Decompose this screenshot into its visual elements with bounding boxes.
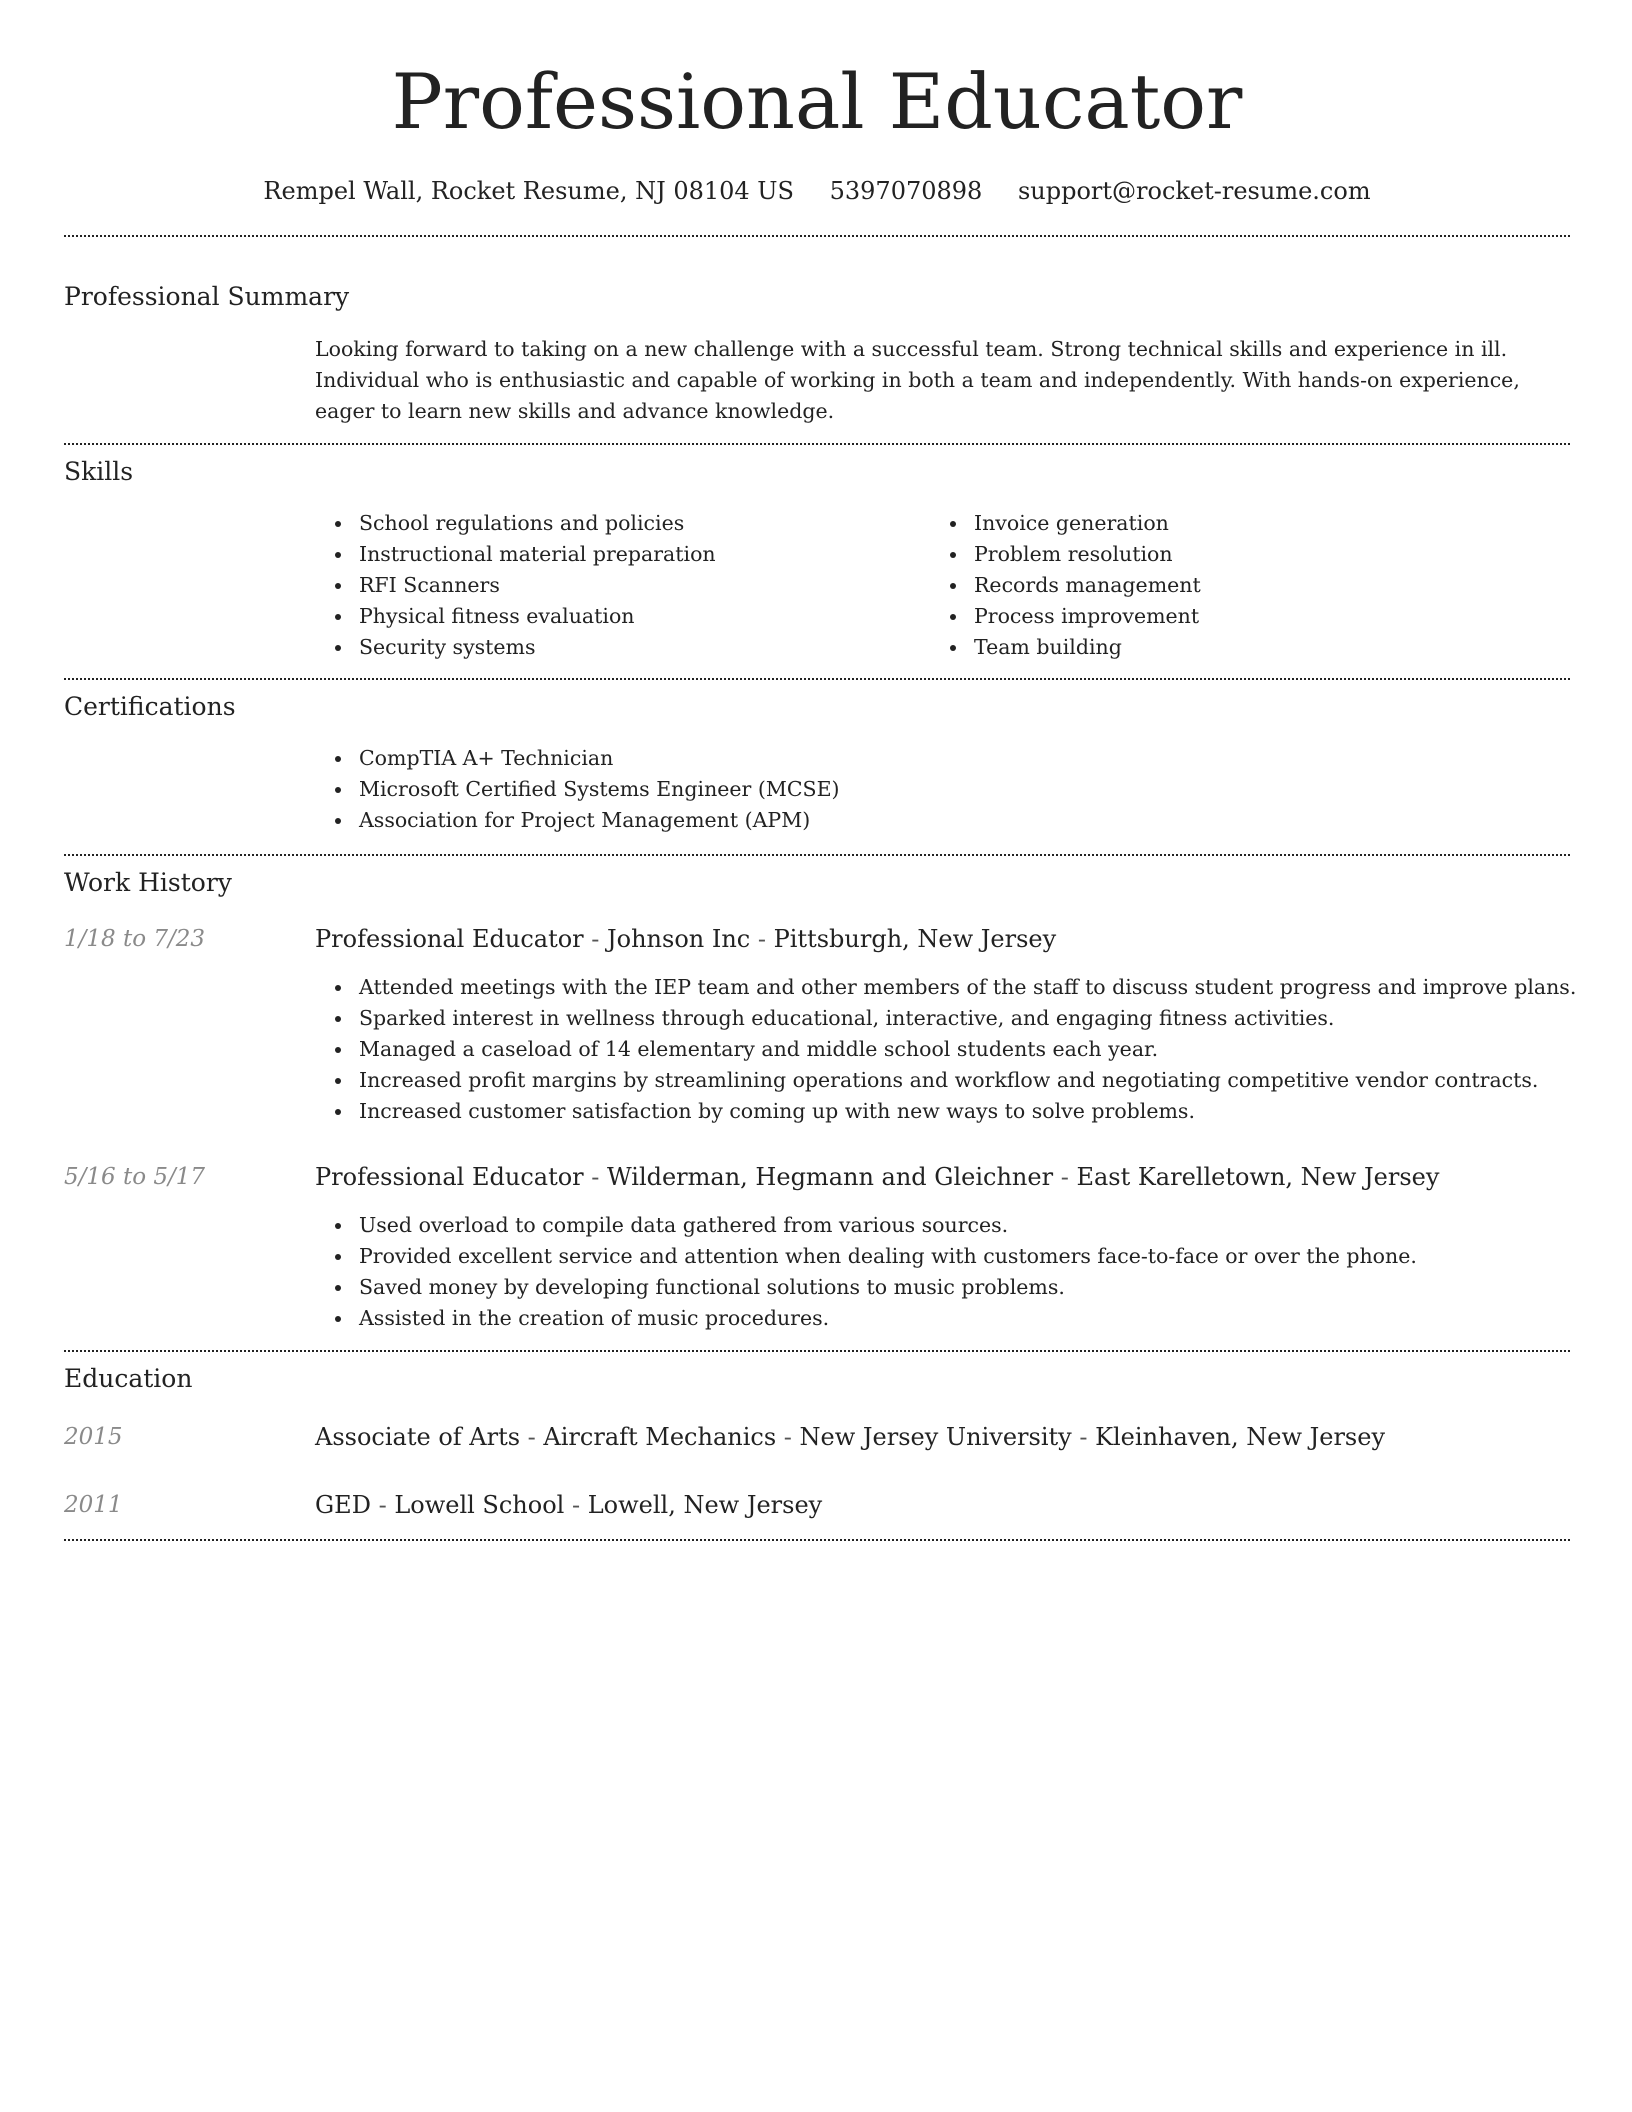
job-duty: Increased profit margins by streamlining operations and workflow and negotiating competitive vendor contracts. — [315, 1065, 1570, 1096]
contact-line — [64, 174, 1570, 208]
job-heading — [315, 922, 1570, 956]
candidate-name: Professional Educator — [391, 57, 1243, 146]
separator: - — [1071, 1423, 1096, 1451]
contact-email: support@rocket-resume.com — [1017, 177, 1371, 205]
skill-item: Team building — [930, 632, 1545, 663]
divider — [64, 1350, 1570, 1352]
job-role: Professional Educator — [315, 925, 584, 953]
education-degree: GED — [315, 1491, 371, 1519]
certifications-title: Certifications — [64, 692, 236, 721]
education-field: Aircraft Mechanics — [543, 1423, 777, 1451]
contact-phone: 5397070898 — [829, 177, 983, 205]
job-duties — [315, 972, 1577, 1127]
skills-list-left — [315, 508, 930, 663]
job-duty: Used overload to compile data gathered from various sources. — [315, 1210, 1570, 1241]
certification-item: CompTIA A+ Technician — [315, 743, 1570, 774]
certifications-section — [64, 690, 1570, 836]
divider — [64, 235, 1570, 237]
job-date: 1/18 to 7/23 — [64, 926, 206, 952]
separator: - — [370, 1491, 395, 1519]
separator: - — [583, 1163, 608, 1191]
skill-item: RFI Scanners — [315, 570, 930, 601]
job-entry — [64, 922, 1577, 1127]
job-entry — [64, 1160, 1570, 1334]
separator: - — [520, 1423, 544, 1451]
skill-item: Physical fitness evaluation — [315, 601, 930, 632]
job-date: 5/16 to 5/17 — [64, 1164, 206, 1190]
education-school: New Jersey University — [799, 1423, 1072, 1451]
summary-text: Looking forward to taking on a new challenge with a successful team. Strong technical skills and experience in ill. Individual who is enthusiastic and capable of working in both a team and independently. With hands-on experience, eager to learn new skills and advance knowledge. — [315, 337, 1520, 423]
work-history-section — [64, 866, 1577, 1334]
separator: - — [750, 925, 774, 953]
education-entry — [64, 1420, 1570, 1454]
work-history-title: Work History — [64, 868, 232, 897]
skill-item: Problem resolution — [930, 539, 1545, 570]
divider — [64, 854, 1570, 856]
job-duty: Assisted in the creation of music procedures. — [315, 1303, 1570, 1334]
education-heading — [315, 1420, 1570, 1454]
education-school: Lowell School — [394, 1491, 565, 1519]
job-duty: Provided excellent service and attention when dealing with customers face-to-face or over the phone. — [315, 1241, 1570, 1272]
education-heading — [315, 1488, 1570, 1522]
job-duties — [315, 1210, 1570, 1334]
summary-title: Professional Summary — [64, 282, 350, 311]
education-title: Education — [64, 1364, 193, 1393]
job-company: Johnson Inc — [607, 925, 751, 953]
skill-item: School regulations and policies — [315, 508, 930, 539]
education-entry — [64, 1488, 1570, 1522]
separator: - — [776, 1423, 800, 1451]
resume-page — [64, 0, 1577, 1541]
education-year: 2015 — [64, 1424, 123, 1450]
job-duty: Sparked interest in wellness through educational, interactive, and engaging fitness activities. — [315, 1003, 1570, 1034]
skill-item: Instructional material preparation — [315, 539, 930, 570]
divider — [64, 678, 1570, 680]
skill-item: Invoice generation — [930, 508, 1545, 539]
skills-title: Skills — [64, 457, 134, 486]
divider — [64, 443, 1570, 445]
job-duty: Managed a caseload of 14 elementary and middle school students each year. — [315, 1034, 1570, 1065]
certification-item: Microsoft Certified Systems Engineer (MCSE) — [315, 774, 1570, 805]
separator: - — [564, 1491, 588, 1519]
summary-section — [64, 280, 1570, 427]
job-role: Professional Educator — [315, 1163, 584, 1191]
skills-list-right — [930, 508, 1545, 663]
education-location: Kleinhaven, New Jersey — [1095, 1423, 1386, 1451]
education-section — [64, 1362, 1570, 1522]
job-location: East Karelletown, New Jersey — [1076, 1163, 1440, 1191]
skills-section — [64, 455, 1570, 663]
skill-item: Process improvement — [930, 601, 1545, 632]
job-heading — [315, 1160, 1570, 1194]
certification-item: Association for Project Management (APM) — [315, 805, 1570, 836]
job-location: Pittsburgh, New Jersey — [773, 925, 1057, 953]
education-year: 2011 — [64, 1492, 123, 1518]
certifications-list — [315, 743, 1570, 836]
education-location: Lowell, New Jersey — [587, 1491, 823, 1519]
separator: - — [1053, 1163, 1077, 1191]
skill-item: Records management — [930, 570, 1545, 601]
job-company: Wilderman, Hegmann and Gleichner — [607, 1163, 1054, 1191]
divider — [64, 1539, 1570, 1541]
contact-address: Rempel Wall, Rocket Resume, NJ 08104 US — [263, 177, 794, 205]
education-degree: Associate of Arts — [315, 1423, 521, 1451]
skill-item: Security systems — [315, 632, 930, 663]
job-duty: Saved money by developing functional solutions to music problems. — [315, 1272, 1570, 1303]
separator: - — [583, 925, 608, 953]
job-duty: Increased customer satisfaction by coming up with new ways to solve problems. — [315, 1096, 1570, 1127]
job-duty: Attended meetings with the IEP team and other members of the staff to discuss student progress and improve plans. — [315, 972, 1570, 1003]
